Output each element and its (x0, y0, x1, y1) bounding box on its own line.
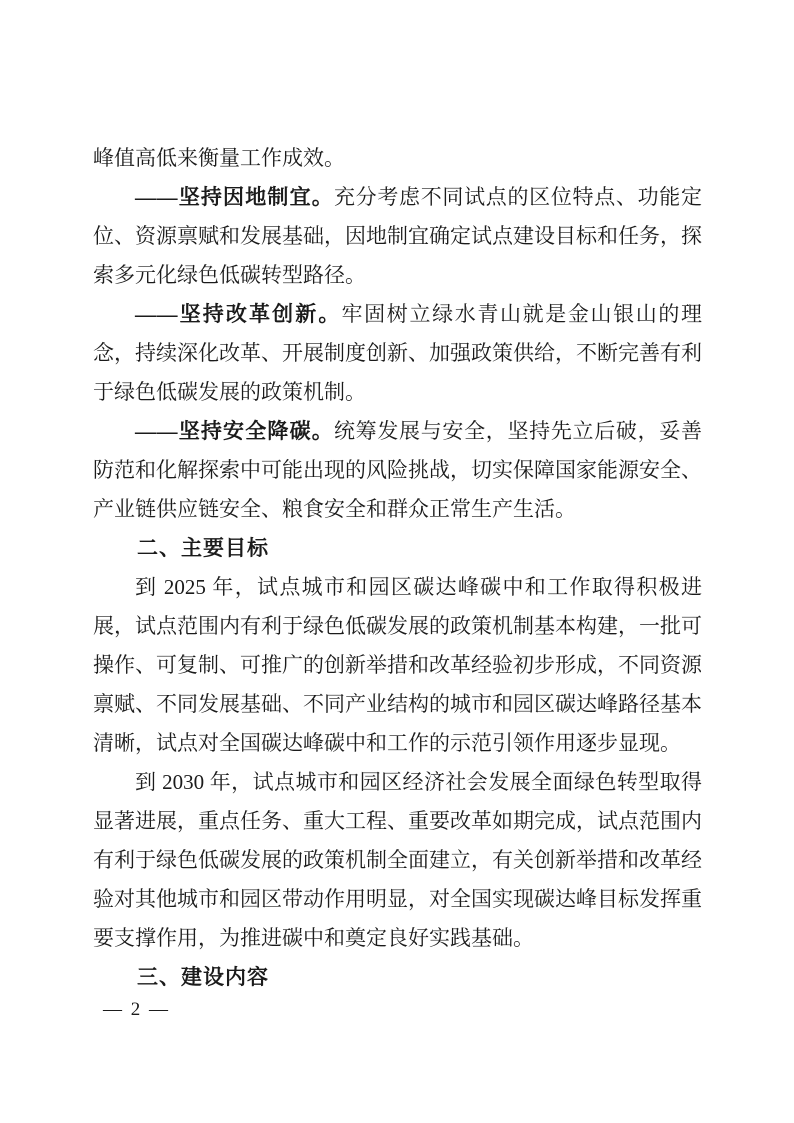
paragraph-lead: ——坚持改革创新。 (135, 302, 342, 326)
paragraph (93, 139, 702, 178)
paragraph (93, 763, 702, 958)
paragraph (93, 568, 702, 763)
paragraph-text: 到 2030 年，试点城市和园区经济社会发展全面绿色转型取得显著进展，重点任务、重大工程、重要改革如期完成，试点范围内有利于绿色低碳发展的政策机制全面建立，有关创新举措和改革经验对其他城市和园区带动作用明显，对全国实现碳达峰目标发挥重要支撑作用，为推进碳中和奠定良好实践基础。 (93, 770, 702, 950)
paragraph-text: 到 2025 年，试点城市和园区碳达峰碳中和工作取得积极进展，试点范围内有利于绿色低碳发展的政策机制基本构建，一批可操作、可复制、可推广的创新举措和改革经验初步形成，不同资源禀赋、不同发展基础、不同产业结构的城市和园区碳达峰路径基本清晰，试点对全国碳达峰碳中和工作的示范引领作用逐步显现。 (93, 575, 702, 755)
dash-paragraph (93, 295, 702, 412)
section-heading-main-goals: 二、主要目标 (137, 537, 269, 560)
dash-paragraph (93, 412, 702, 529)
paragraph-text: 牢固树立绿水青山就是金山银山的理念，持续深化改革、开展制度创新、加强政策供给，不断完善有利于绿色低碳发展的政策机制。 (93, 302, 703, 404)
page-number: — 2 — (103, 999, 170, 1020)
paragraph-lead: ——坚持因地制宜。 (135, 185, 334, 209)
paragraph-lead: ——坚持安全降碳。 (135, 419, 334, 443)
paragraph-text: 峰值高低来衡量工作成效。 (93, 146, 345, 170)
paragraph-text: 充分考虑不同试点的区位特点、功能定位、资源禀赋和发展基础，因地制宜确定试点建设目标和任务，探索多元化绿色低碳转型路径。 (93, 185, 702, 287)
document-body (93, 139, 702, 997)
dash-paragraph (93, 178, 702, 295)
paragraph-text: 统筹发展与安全，坚持先立后破，妥善防范和化解探索中可能出现的风险挑战，切实保障国家能源安全、产业链供应链安全、粮食安全和群众正常生产生活。 (93, 419, 702, 521)
section-heading-construction-content: 三、建设内容 (137, 966, 269, 989)
